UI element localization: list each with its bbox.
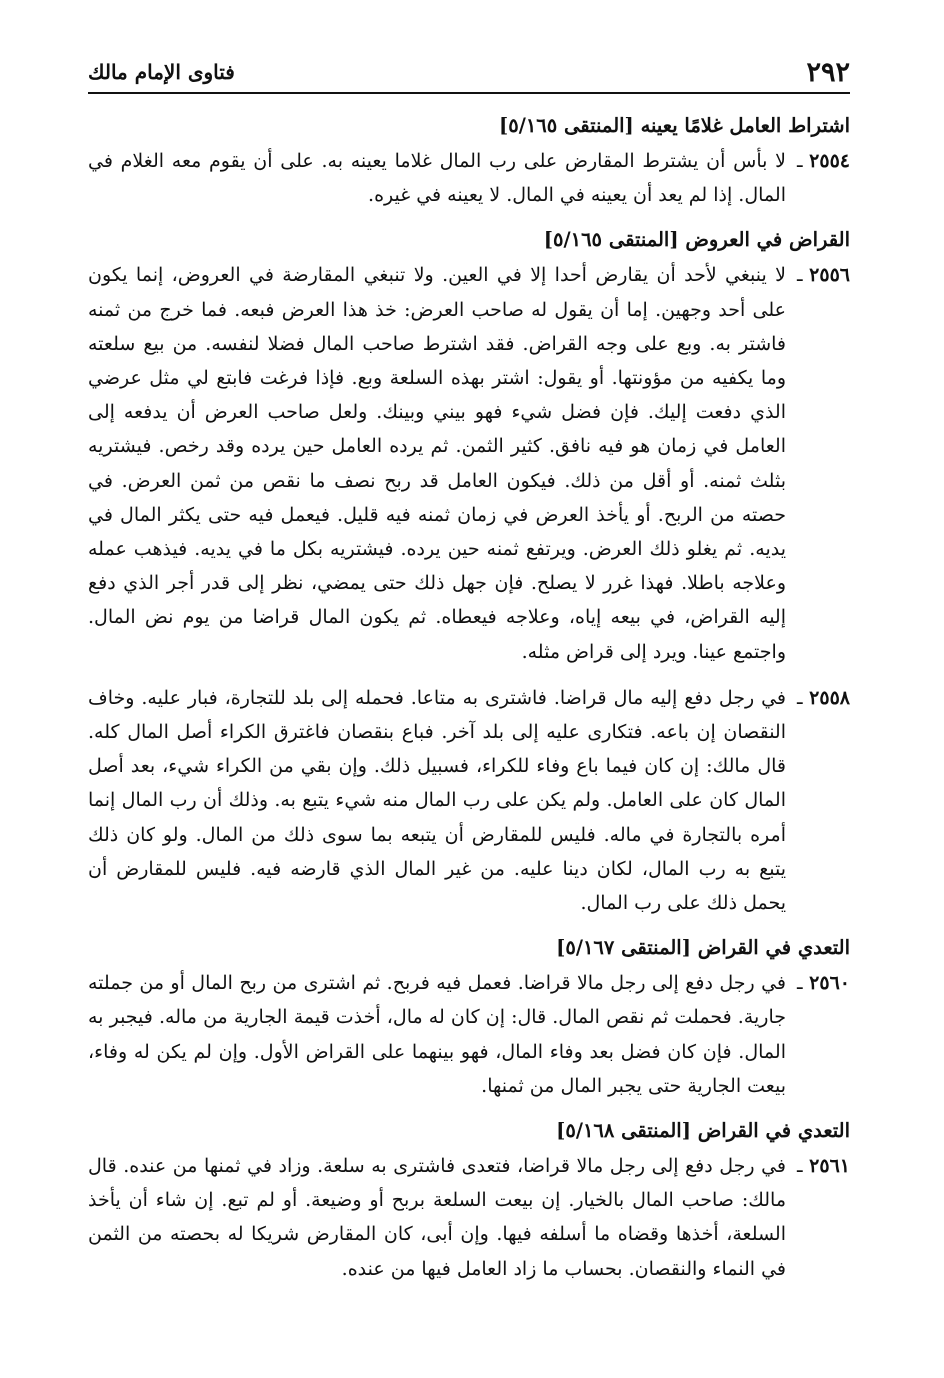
entry-number-wrap [786, 1149, 850, 1183]
fatwa-entry [88, 258, 850, 668]
book-page [88, 0, 850, 1378]
entry-text: في رجل دفع إليه مال قراضا. فاشترى به متاعا. فحمله إلى بلد للتجارة، فبار عليه. وخاف النقصان إن باعه. فتكارى عليه إلى بلد آخر. فباع بنقصان فاغترق الكراء أصل المال كله. قال مالك: إن كان فيما باع وفاء للكراء، فسبيل ذلك. وإن بقي من الكراء شيء، بعد أصل المال كان على العامل. ولم يكن على رب المال منه شيء يتبع به. وذلك أن رب المال إنما أمره بالتجارة في ماله. فليس للمقارض أن يتبعه بما سوى ذلك من المال. ولو كان ذلك يتبع به رب المال، لكان دينا عليه. من غير المال الذي قارضه فيه. فليس للمقارض أن يحمل ذلك على رب المال. [88, 686, 786, 915]
entry-dash: ـ [796, 1155, 803, 1178]
entry-text: في رجل دفع إلى رجل مالا قراضا، فتعدى فاشترى به سلعة. وزاد في ثمنها من عنده. قال مالك: صاحب المال بالخيار. إن بيعت السلعة بربح أو وضيعة. أو لم تبع. إن شاء أن يأخذ السلعة، أخذها وقضاه ما أسلفه فيها. وإن أبى، كان المقارض شريكا له بحصته من الثمن في النماء والنقصان. بحساب ما زاد العامل فيها من عنده. [88, 1155, 786, 1280]
fatwa-entry [88, 144, 850, 212]
entry-number: ٢٥٥٦ [809, 264, 850, 287]
page-content [88, 110, 850, 1298]
fatwa-entry [88, 1149, 850, 1286]
fatwa-entry [88, 966, 850, 1103]
section-heading: التعدي في القراض [المنتقى ٥/١٦٨] [556, 1119, 850, 1143]
section-heading: اشتراط العامل غلامًا يعينه [المنتقى ٥/١٦٥] [498, 114, 850, 137]
entry-dash: ـ [796, 150, 803, 172]
section-heading: القراض في العروض [المنتقى ٥/١٦٥] [543, 228, 850, 252]
entry-number: ٢٥٦١ [809, 1155, 850, 1178]
entry-number-wrap [786, 144, 850, 178]
entry-number-wrap [786, 681, 850, 715]
entry-number: ٢٥٦٠ [809, 972, 850, 995]
entry-number-wrap [786, 258, 850, 292]
page-number: ٢٩٢ [806, 56, 850, 88]
entry-text: لا ينبغي لأحد أن يقارض أحدا إلا في العين. ولا تنبغي المقارضة في العروض، إنما يكون على أحد وجهين. إما أن يقول له صاحب العرض: خذ هذا العرض فبعه. فما خرج من ثمنه فاشتر به. وبع على وجه القراض. فقد اشترط صاحب المال فضلا لنفسه. من بيع سلعته وما يكفيه من مؤونتها. أو يقول: اشتر بهذه السلعة وبع. فإذا فرغت فابتع لي مثل عرضي الذي دفعت إليك. فإن فضل شيء فهو بيني وبينك. ولعل صاحب العرض أن يدفعه إلى العامل في زمان هو فيه نافق. كثير الثمن. ثم يرده العامل حين يرده وقد رخص. فيشتريه بثلث ثمنه. أو أقل من ذلك. فيكون العامل قد ربح نصف ما نقص من ثمن العرض. في حصته من الربح. أو يأخذ العرض في زمان ثمنه فيه قليل. فيعمل فيه حتى يكثر المال في يديه. ثم يغلو ذلك العرض. ويرتفع ثمنه حين يرده. فيشتريه بكل ما في يديه. فيذهب عمله وعلاجه باطلا. فهذا غرر لا يصلح. فإن جهل ذلك حتى يمضي، نظر إلى قدر أجر الذي دفع إليه القراض، في بيعه إياه، وعلاجه فيعطاه. ثم يكون المال قراضا من يوم نض المال. واجتمع عينا. ويرد إلى قراض مثله. [88, 264, 786, 663]
entry-number: ٢٥٥٨ [809, 686, 850, 709]
entry-dash: ـ [796, 686, 803, 709]
entry-dash: ـ [796, 972, 803, 995]
entry-number-wrap [786, 966, 850, 1000]
entry-text: في رجل دفع إلى رجل مالا قراضا. فعمل فيه فربح. ثم اشترى من ربح المال أو من جملته جارية. فحملت ثم نقص المال. قال: إن كان له مال، أخذت قيمة الجارية من ماله. فيجبر به المال. فإن كان فضل بعد وفاء المال، فهو بينهما على القراض الأول. وإن لم يكن له وفاء، بيعت الجارية حتى يجبر المال من ثمنها. [88, 972, 786, 1097]
running-title: فتاوى الإمام مالك [88, 60, 235, 84]
fatwa-entry [88, 681, 850, 920]
page-header [88, 52, 850, 94]
entry-number: ٢٥٥٤ [809, 150, 850, 172]
section-heading: التعدي في القراض [المنتقى ٥/١٦٧] [556, 936, 850, 960]
entry-text: لا بأس أن يشترط المقارض على رب المال غلاما يعينه به. على أن يقوم معه الغلام في المال. إذا لم يعد أن يعينه في المال. لا يعينه في غيره. [88, 150, 786, 207]
entry-dash: ـ [796, 264, 803, 287]
